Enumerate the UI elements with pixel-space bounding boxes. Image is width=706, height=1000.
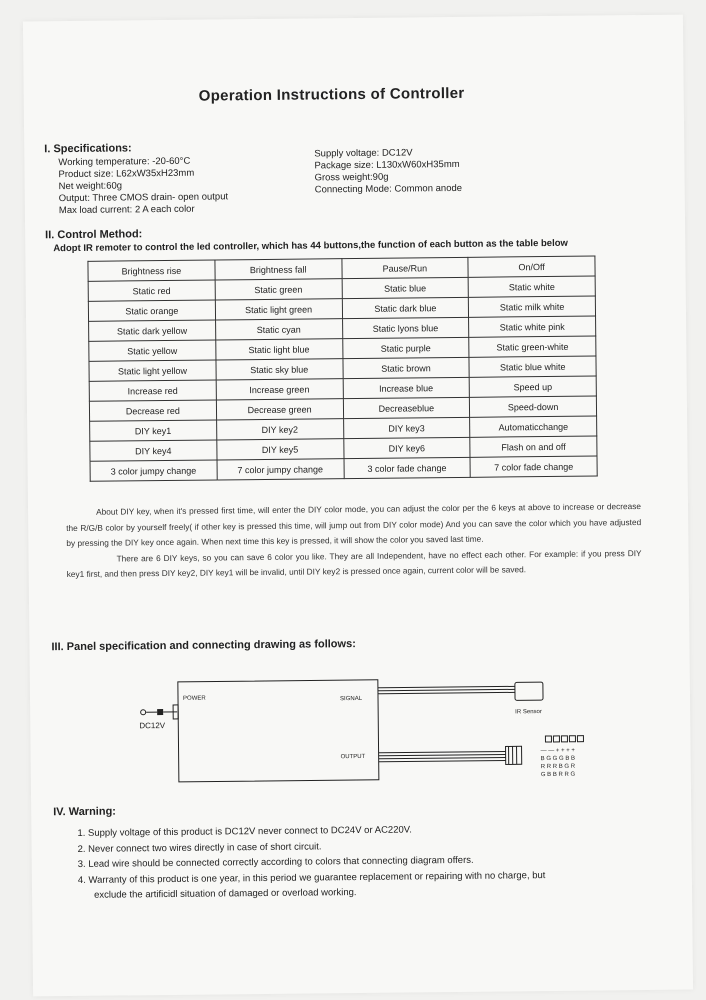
diy-paragraph-2: There are 6 DIY keys, so you can save 6 color you like. They are all Independent, have no effect each other. For example: if you press DIY key1 first, and then press DIY key2, DIY key1 will be invalid, until DIY key2 is pressed once again, current color will be saved.: [66, 547, 642, 580]
warning-item-4: 4. Warranty of this product is one year, in this period we guarantee replacement or repairing with no charge, but: [77, 869, 546, 886]
key-table-cell: Static sky blue: [216, 359, 343, 380]
key-table-cell: Static light blue: [216, 339, 343, 360]
spec-output: Output: Three CMOS drain- open output: [58, 191, 229, 205]
key-table-cell: DIY key5: [217, 439, 344, 460]
key-table-cell: 3 color fade change: [344, 457, 471, 478]
ir-sensor-label: IR Sensor: [515, 709, 542, 716]
key-table-cell: DIY key1: [90, 420, 217, 441]
diy-description: [66, 499, 642, 583]
warning-item-2: 2. Never connect two wires directly in case of short circuit.: [77, 840, 322, 855]
panel-heading: III. Panel specification and connecting drawing as follows:: [51, 638, 356, 654]
key-table-cell: 7 color jumpy change: [217, 459, 344, 480]
key-table-cell: Decreaseblue: [343, 397, 470, 418]
key-table-cell: Flash on and off: [470, 436, 597, 457]
pin-color-row-2: R R R B G R: [540, 763, 576, 771]
key-table-cell: Decrease green: [216, 399, 343, 420]
key-table-cell: Static dark yellow: [89, 320, 216, 341]
key-table-cell: Static orange: [88, 300, 215, 321]
spec-max-load: Max load current: 2 A each color: [58, 203, 195, 217]
key-table-cell: Static milk white: [469, 296, 596, 317]
control-intro: Adopt IR remoter to control the led controller, which has 44 buttons,the function of each button as the table below: [53, 237, 568, 255]
output-connector-icon: [506, 746, 522, 764]
key-table-cell: Brightness fall: [215, 259, 342, 280]
key-table-cell: Brightness rise: [88, 260, 215, 281]
connection-diagram: [135, 656, 586, 791]
spec-product-size: Product size: L62xW35xH23mm: [58, 167, 195, 181]
key-table-cell: Increase green: [216, 379, 343, 400]
remote-key-table: [87, 256, 597, 482]
key-table-cell: Automaticchange: [470, 416, 597, 437]
key-table-cell: DIY key4: [90, 440, 217, 461]
key-table-cell: DIY key2: [216, 419, 343, 440]
spec-package-size: Package size: L130xW60xH35mm: [314, 158, 460, 172]
ir-sensor-icon: [515, 682, 543, 700]
key-table-cell: Static white: [468, 276, 595, 297]
control-method-heading: II. Control Method:: [45, 228, 143, 242]
warning-heading: IV. Warning:: [53, 805, 117, 819]
key-table-cell: Decrease red: [89, 400, 216, 421]
key-table-cell: On/Off: [468, 256, 595, 277]
dc-plug-icon: [141, 710, 146, 715]
warning-item-4-continued: exclude the artificidl situation of damaged or overload working.: [94, 887, 357, 901]
key-table-cell: Speed up: [469, 376, 596, 397]
signal-label: SIGNAL: [339, 695, 363, 703]
specifications-heading: I. Specifications:: [44, 142, 132, 156]
key-table-cell: Increase blue: [343, 377, 470, 398]
specifications-right: [314, 147, 462, 197]
warning-item-1: 1. Supply voltage of this product is DC12V never connect to DC24V or AC220V.: [77, 824, 412, 839]
key-table-cell: DIY key3: [343, 417, 470, 438]
dc12v-label: DC12V: [139, 721, 166, 731]
key-table-cell: Pause/Run: [341, 257, 468, 278]
key-table-cell: Static blue white: [469, 356, 596, 377]
spec-connecting-mode: Connecting Mode: Common anode: [314, 182, 463, 196]
key-table-cell: Static cyan: [215, 319, 342, 340]
key-table-cell: DIY key6: [343, 437, 470, 458]
diy-paragraph-1: About DIY key, when it's pressed first time, will enter the DIY color mode, you can adjust the color per the 6 keys at above to increase or decrease the R/G/B color by yourself freely( if other key is pressed this time, will jump out from DIY color mode) And you can save the color which you have adjusted by pressing the DIY key once again. When next time this key is pressed, it will show the color you saved last time.: [66, 501, 642, 549]
key-table-cell: Static lyons blue: [342, 317, 469, 338]
key-table-cell: Speed-down: [470, 396, 597, 417]
output-label: OUTPUT: [340, 753, 366, 761]
spec-supply-voltage: Supply voltage: DC12V: [314, 147, 413, 160]
spec-gross-weight: Gross weight:90g: [314, 171, 389, 184]
instruction-sheet: [23, 15, 693, 997]
pin-color-row-1: B G G G B B: [540, 755, 576, 763]
key-table-cell: Static white pink: [469, 316, 596, 337]
warning-item-3: 3. Lead wire should be connected correctly according to colors that connecting diagram offers.: [77, 854, 474, 870]
key-table-cell: 3 color jumpy change: [90, 460, 217, 481]
spec-working-temperature: Working temperature: -20-60°C: [58, 155, 191, 169]
key-table-cell: Static dark blue: [342, 297, 469, 318]
pin-color-row-3: G B B R R G: [540, 771, 576, 779]
key-table-cell: Static green-white: [469, 336, 596, 357]
key-table-cell: Static blue: [342, 277, 469, 298]
key-table-cell: Static red: [88, 280, 215, 301]
pin-box-row: [545, 736, 583, 742]
warning-list: [77, 820, 668, 904]
key-table-cell: 7 color fade change: [470, 456, 597, 477]
specifications-left: [58, 155, 228, 217]
key-table-cell: Static light green: [215, 299, 342, 320]
key-table-row: [90, 456, 597, 481]
key-table-cell: Static yellow: [89, 340, 216, 361]
page-title: Operation Instructions of Controller: [198, 84, 465, 105]
spec-net-weight: Net weight:60g: [58, 180, 123, 193]
key-table-cell: Static light yellow: [89, 360, 216, 381]
power-label: POWER: [182, 695, 206, 702]
pin-polarity-row: — — + + + +: [540, 747, 575, 755]
key-table-cell: Static green: [215, 279, 342, 300]
key-table-cell: Increase red: [89, 380, 216, 401]
key-table-cell: Static purple: [342, 337, 469, 358]
key-table-cell: Static brown: [342, 357, 469, 378]
